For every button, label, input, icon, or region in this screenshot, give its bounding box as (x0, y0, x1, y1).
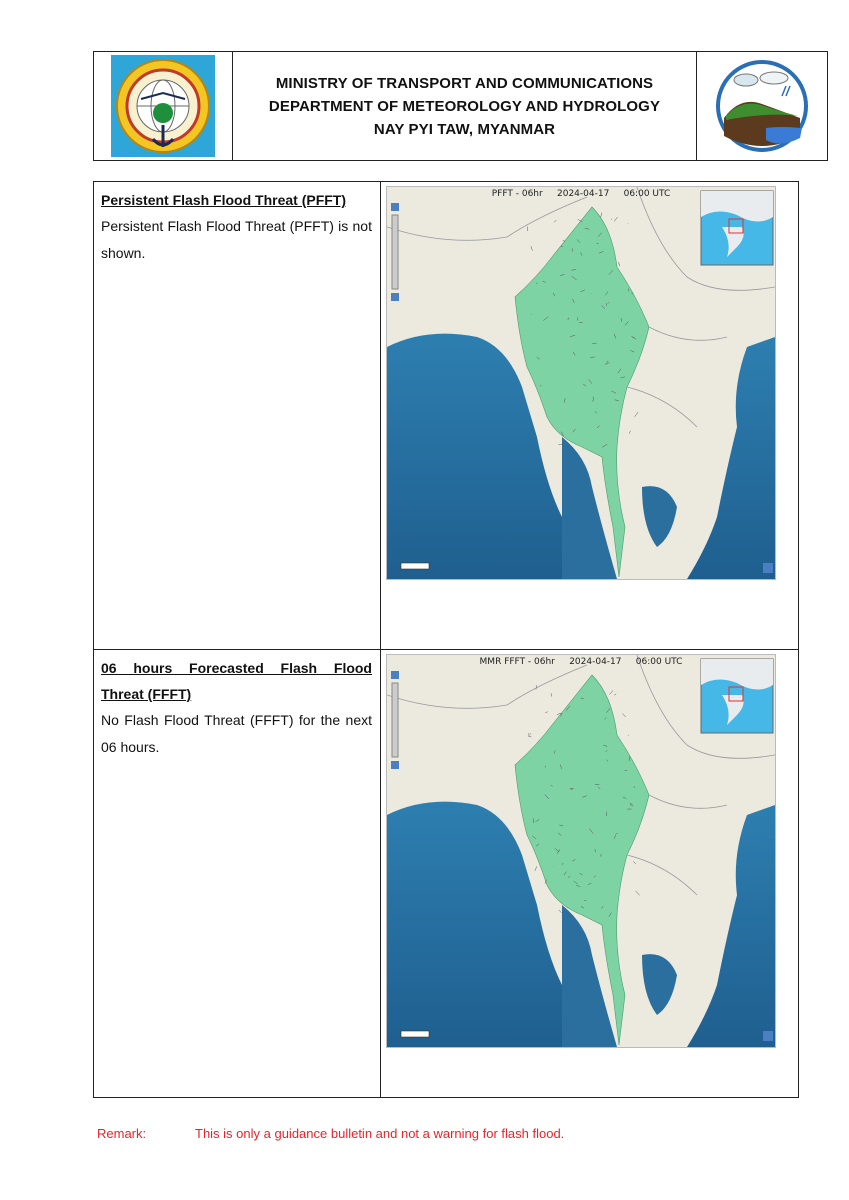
hydrology-cycle-icon (710, 56, 814, 156)
pfft-map-title: PFFT - 06hr 2024-04-17 06:00 UTC (491, 189, 671, 199)
zoom-out-button[interactable] (391, 293, 399, 301)
ministry-logo (94, 52, 233, 160)
scale-bar (401, 563, 429, 569)
info-button[interactable] (763, 563, 773, 573)
location: NAY PYI TAW, MYANMAR (373, 120, 556, 138)
pfft-title: Persistent Flash Flood Threat (PFFT) (101, 192, 347, 208)
header-text (233, 52, 696, 160)
pfft-map-cell (381, 182, 798, 649)
remark-text: This is only a guidance bulletin and not a warning for flash flood. (195, 1126, 565, 1141)
scale-bar (401, 1031, 429, 1037)
zoom-slider[interactable] (392, 683, 398, 757)
ffft-text-cell (94, 650, 381, 1097)
bulletin-header (93, 51, 828, 161)
bulletin-table (93, 181, 799, 1098)
department-logo (696, 52, 827, 160)
department-name: DEPARTMENT OF METEOROLOGY AND HYDROLOGY (268, 97, 661, 115)
ffft-map[interactable] (386, 654, 776, 1048)
remark (97, 1126, 564, 1141)
ffft-body: No Flash Flood Threat (FFFT) for the next 06 hours. (101, 712, 372, 755)
pfft-row (94, 182, 798, 650)
remark-label: Remark: (97, 1126, 147, 1141)
zoom-in-button[interactable] (391, 203, 399, 211)
ffft-map-cell (381, 650, 798, 1097)
ffft-row (94, 650, 798, 1097)
zoom-out-button[interactable] (391, 761, 399, 769)
pfft-text-cell (94, 182, 381, 649)
ffft-title-line1: 06 hours Forecasted Flash Flood (101, 660, 372, 676)
pfft-map[interactable] (386, 186, 776, 580)
ffft-map-title: MMR FFFT - 06hr 2024-04-17 06:00 UTC (479, 657, 683, 667)
zoom-in-button[interactable] (391, 671, 399, 679)
ministry-name: MINISTRY OF TRANSPORT AND COMMUNICATIONS (275, 74, 654, 92)
zoom-slider[interactable] (392, 215, 398, 289)
ministry-emblem-icon (111, 55, 215, 157)
info-button[interactable] (763, 1031, 773, 1041)
ffft-title-line2: Threat (FFFT) (101, 686, 192, 702)
pfft-body: Persistent Flash Flood Threat (PFFT) is not shown. (101, 218, 372, 261)
